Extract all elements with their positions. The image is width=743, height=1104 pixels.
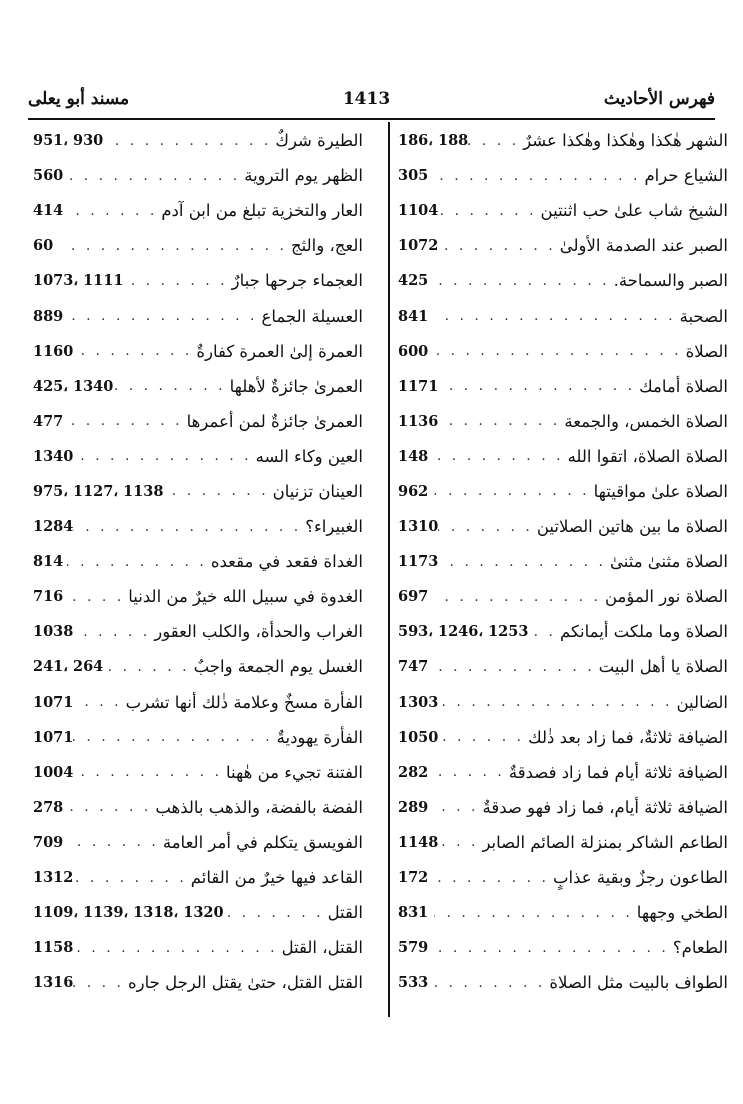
entry-text: الغدوة في سبيل الله خيرٌ من الدنيا [128,587,363,607]
entry-pages: 282 [398,763,429,781]
leader-dots [163,483,272,499]
index-entry [33,685,363,720]
index-entry [33,334,363,369]
leader-dots [438,729,528,745]
entry-text: الشيخ شاب علىٰ حب اثنتين [540,201,728,221]
index-entry [398,158,728,193]
leader-dots [434,764,509,780]
entry-pages: 289 [398,798,429,816]
entry-text: الطاعون رجزٌ وبقية عذابٍ [552,868,728,888]
entry-pages: 1050 [398,728,439,746]
entry-pages: 1073، 1111 [33,272,124,290]
index-entry [398,404,728,439]
leader-dots [67,589,128,605]
index-entry [398,263,728,298]
leader-dots [73,448,255,464]
leader-dots [434,905,637,921]
entry-text: الغبيراء؟ [305,517,363,537]
leader-dots [67,203,161,219]
leader-dots [434,799,482,815]
index-entry [33,544,363,579]
header-page-number: 1413 [342,89,391,109]
index-entry [33,298,363,333]
leader-dots [434,975,549,991]
entry-text: الطعام؟ [672,938,728,958]
entry-text: الصلاة وما ملكت أيمانكم [559,622,728,642]
leader-dots [67,168,244,184]
leader-dots [434,273,614,289]
entry-text: الطاعم الشاكر بمنزلة الصائم الصابر [482,832,728,852]
entry-pages: 814 [33,553,64,571]
entry-pages: 1158 [33,939,74,957]
index-entry [33,509,363,544]
entry-pages: 579 [398,939,429,957]
leader-dots [224,905,328,921]
entry-text: العار والتخزية تبلغ من ابن آدم [161,201,363,221]
entry-pages: 425 [398,272,429,290]
entry-text: الصلاة الخمس، والجمعة [564,411,728,431]
index-entry [33,474,363,509]
entry-pages: 1340 [33,447,74,465]
index-entry [33,825,363,860]
entry-text: الغراب والحدأة، والكلب العقور [154,622,363,642]
entry-pages: 60 [33,237,54,255]
entry-text: العينان تزنيان [272,481,363,501]
index-entry [398,334,728,369]
entry-pages: 186، 188 [398,132,469,150]
index-entry [33,193,363,228]
index-entry [398,720,728,755]
index-entry [33,123,363,158]
leader-dots [73,940,281,956]
leader-dots [528,624,560,640]
entry-pages: 1136 [398,412,439,430]
index-entry [33,263,363,298]
entry-pages: 1109، 1139، 1318، 1320 [33,904,224,922]
index-entry [33,439,363,474]
entry-pages: 560 [33,167,64,185]
leader-dots [434,483,594,499]
entry-text: الطخي وجهها [636,903,728,923]
index-entry [33,228,363,263]
leader-dots [103,133,275,149]
index-entry [398,895,728,930]
entry-text: القاعد فيها خيرٌ من القائم [190,868,363,888]
entry-text: العمرة إلىٰ العمرة كفارةٌ [196,341,363,361]
leader-dots [123,273,231,289]
right-column [398,123,728,1000]
entry-pages: 600 [398,342,429,360]
entry-pages: 1071 [33,693,74,711]
leader-dots [438,203,540,219]
left-column [33,123,363,1000]
entry-pages: 172 [398,869,429,887]
entry-text: العمرىٰ جائزةٌ لمن أعمرها [186,411,363,431]
leader-dots [438,378,639,394]
entry-pages: 241، 264 [33,658,104,676]
index-entry [33,860,363,895]
entry-text: الصلاة مثنىٰ مثنىٰ [610,552,728,572]
entry-text: الغداة فقعد في مقعده [210,552,363,572]
column-divider [388,122,390,1017]
entry-text: الصلاة نور المؤمن [604,587,728,607]
index-entry [33,720,363,755]
leader-dots [67,834,163,850]
entry-text: الضيافة ثلاثة أيام، فما زاد فهو صدقةٌ [482,797,728,817]
leader-dots [434,870,553,886]
entry-text: الصبر والسماحة. [613,271,728,291]
index-entry [398,509,728,544]
index-entry [398,439,728,474]
header-rule [28,118,715,120]
leader-dots [434,589,605,605]
entry-text: العسيلة الجماع [261,306,363,326]
index-entry [398,649,728,684]
index-entry [398,790,728,825]
leader-dots [73,343,196,359]
entry-text: الفضة بالفضة، والذهب بالذهب [155,797,363,817]
entry-text: الضيافة ثلاثةٌ، فما زاد بعد ذٰلك [528,727,728,747]
index-entry [398,193,728,228]
index-entry [33,895,363,930]
leader-dots [434,940,673,956]
leader-dots [67,238,291,254]
entry-text: العمرىٰ جائزةٌ لأهلها [229,376,363,396]
index-entry [398,228,728,263]
entry-pages: 533 [398,974,429,992]
entry-pages: 1071 [33,728,74,746]
leader-dots [67,554,211,570]
entry-pages: 747 [398,658,429,676]
entry-pages: 975، 1127، 1138 [33,482,164,500]
entry-pages: 1104 [398,202,439,220]
entry-text: الصلاة يا أهل البيت [598,657,728,677]
header-left-title: مسند أبو يعلى [28,89,130,109]
entry-pages: 593، 1246، 1253 [398,623,529,641]
entry-text: الصلاة أمامك [639,376,728,396]
entry-text: الفويسق يتكلم في أمر العامة [162,832,363,852]
leader-dots [67,308,262,324]
entry-pages: 1173 [398,553,439,571]
entry-pages: 1316 [33,974,74,992]
leader-dots [73,975,128,991]
entry-text: الضيافة ثلاثة أيام فما زاد فصدقةٌ [508,762,728,782]
entry-pages: 889 [33,307,64,325]
leader-dots [434,659,599,675]
index-entry [398,965,728,1000]
index-entry [33,158,363,193]
leader-dots [434,343,686,359]
index-entry [398,930,728,965]
leader-dots [67,799,155,815]
leader-dots [438,238,559,254]
leader-dots [438,413,564,429]
leader-dots [434,308,680,324]
header-right-title: فهرس الأحاديث [603,89,715,109]
leader-dots [468,133,523,149]
index-entry [33,579,363,614]
entry-pages: 148 [398,447,429,465]
entry-pages: 1284 [33,518,74,536]
leader-dots [67,413,187,429]
entry-text: الفأرة مسخٌ وعلامة ذٰلك أنها تشرب [125,692,363,712]
leader-dots [73,694,125,710]
index-entry [33,790,363,825]
entry-pages: 951، 930 [33,132,104,150]
entry-pages: 962 [398,482,429,500]
entry-pages: 716 [33,588,64,606]
entry-pages: 477 [33,412,64,430]
index-entry [398,298,728,333]
entry-pages: 1072 [398,237,439,255]
entry-text: الضالين [676,692,728,712]
entry-pages: 1303 [398,693,439,711]
entry-text: الصلاة ما بين هاتين الصلاتين [536,517,728,537]
index-entry [398,369,728,404]
index-entry [398,685,728,720]
entry-pages: 841 [398,307,429,325]
entry-pages: 414 [33,202,64,220]
entry-text: الظهر يوم التروية [244,166,363,186]
index-entry [398,579,728,614]
entry-text: القتل القتل، حتىٰ يقتل الرجل جاره [127,973,363,993]
leader-dots [73,624,154,640]
entry-text: الشياع حرام [644,166,728,186]
entry-text: الشهر هٰكذا وهٰكذا وهٰكذا عشرٌ [523,131,728,151]
leader-dots [438,694,676,710]
entry-text: الصلاة علىٰ مواقيتها [593,481,728,501]
page-header [28,82,715,116]
entry-text: العج، والثج [290,236,363,256]
leader-dots [438,519,536,535]
entry-text: القتل، القتل [281,938,363,958]
entry-text: العين وكاء السه [255,446,363,466]
index-entry [398,544,728,579]
index-entry [33,404,363,439]
index-entry [33,930,363,965]
index-entry [398,474,728,509]
index-entry [398,755,728,790]
entry-pages: 1148 [398,833,439,851]
leader-dots [113,378,229,394]
entry-pages: 305 [398,167,429,185]
leader-dots [73,519,305,535]
entry-pages: 1160 [33,342,74,360]
entry-text: القتل [327,903,363,923]
entry-text: الصحبة [679,306,728,326]
index-entry [398,123,728,158]
index-entry [33,369,363,404]
entry-text: الفتنة تجيء من هٰهنا [226,762,363,782]
leader-dots [434,168,644,184]
entry-pages: 1004 [33,763,74,781]
entry-pages: 697 [398,588,429,606]
entry-pages: 831 [398,904,429,922]
index-entry [398,860,728,895]
entry-text: الصبر عند الصدمة الأولىٰ [559,236,728,256]
leader-dots [73,729,276,745]
entry-text: الصلاة [685,341,728,361]
leader-dots [103,659,193,675]
leader-dots [73,764,226,780]
entry-pages: 1171 [398,377,439,395]
entry-pages: 1038 [33,623,74,641]
entry-text: الفأرة يهوديةٌ [276,727,363,747]
entry-text: الصلاة الصلاة، اتقوا الله [567,446,728,466]
entry-pages: 1312 [33,869,74,887]
entry-text: الغسل يوم الجمعة واجبٌ [193,657,363,677]
entry-pages: 425، 1340 [33,377,114,395]
entry-pages: 1310 [398,518,439,536]
leader-dots [438,554,610,570]
leader-dots [434,448,568,464]
entry-text: الطيرة شركٌ [275,131,363,151]
index-entry [398,614,728,649]
entry-pages: 278 [33,798,64,816]
index-entry [33,649,363,684]
leader-dots [73,870,190,886]
index-entry [398,825,728,860]
index-entry [33,614,363,649]
index-entry [33,965,363,1000]
entry-text: الطواف بالبيت مثل الصلاة [549,973,728,993]
entry-pages: 709 [33,833,64,851]
entry-text: العجماء جرحها جبارٌ [231,271,363,291]
index-entry [33,755,363,790]
leader-dots [438,834,482,850]
